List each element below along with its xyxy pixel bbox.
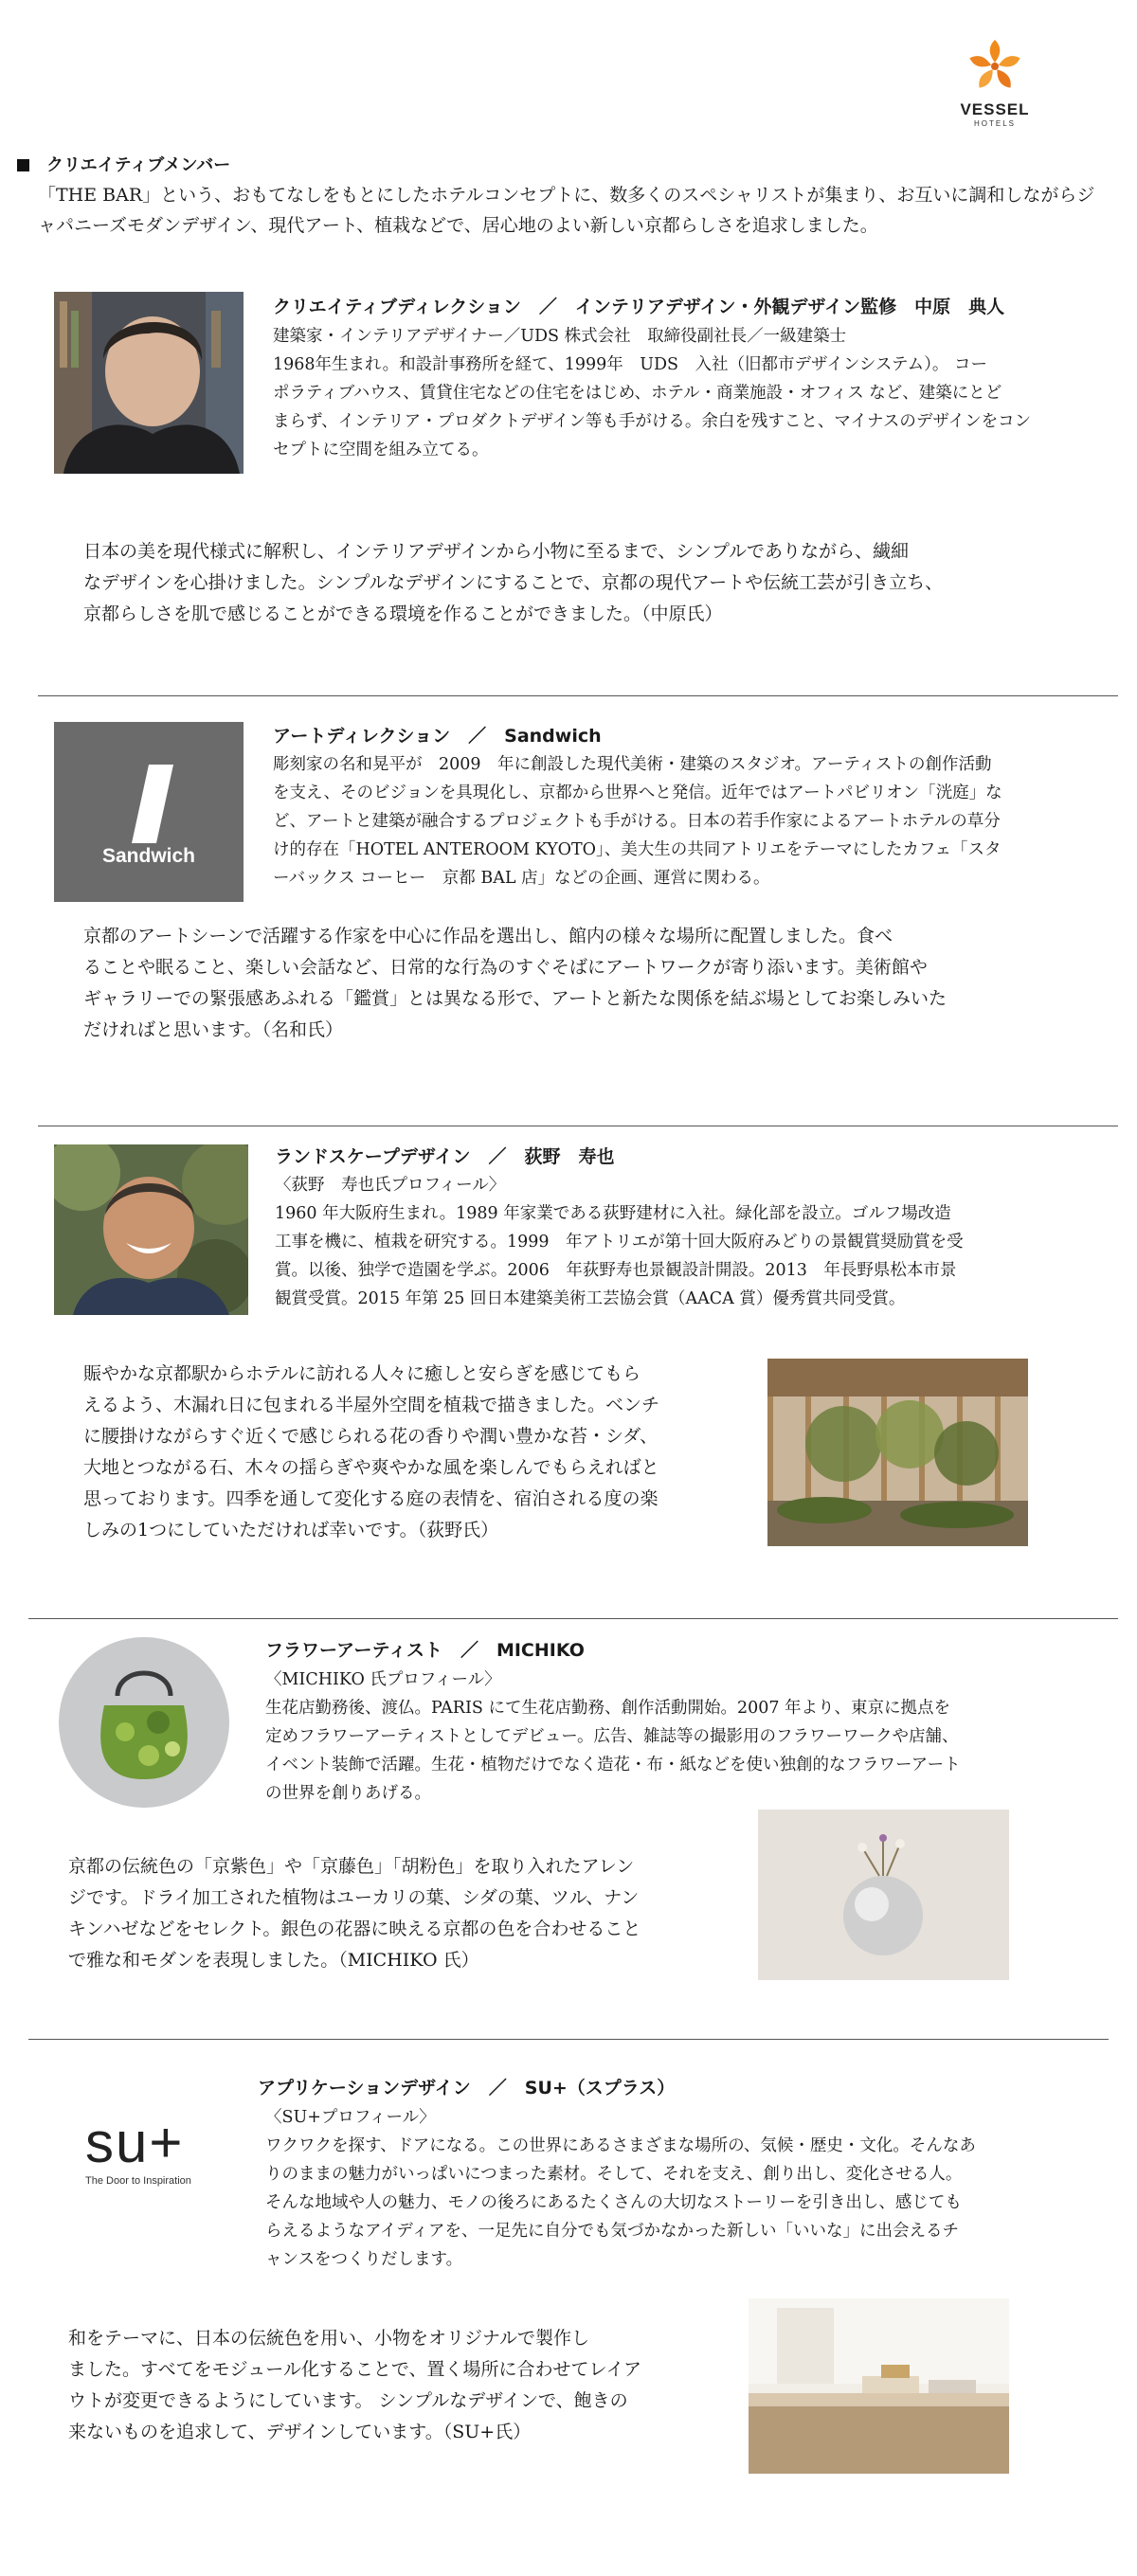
member-heading: アートディレクション ／ Sandwich (273, 726, 602, 747)
member-heading: ランドスケープデザイン ／ 荻野 寿也 (275, 1146, 615, 1167)
member-comment: 賑やかな京都駅からホテルに訪れる人々に癒しと安らぎを感じてもら えるよう、木漏れ日に包まれる半屋外空間を植栽で描きました。ベンチ に腰掛けながらすぐ近くで感じられる花の香りや潤い豊かな苔・シダ、 大地とつながる石、木々の揺らぎや爽やかな風を楽しんでもらえればと 思っております。四季を通して変化する庭の表情を、宿泊される度の楽 しみの1つにしていただければ幸いです。（荻野氏） (83, 1363, 660, 1540)
member-profile: 〈荻野 寿也氏プロフィール〉 1960 年大阪府生まれ。1989 年家業である荻野建材に入社。緑化部を設立。ゴルフ場改造 工事を機に、植栽を研究する。1999 年アトリエが第十回大阪府みどりの景観賞奨励賞を受 賞。以後、独学で造園を学ぶ。2006 年荻野寿也景観設計開設。2013 年長野県松本市景 観賞受賞。2015 年第 25 回日本建築美術工芸協会賞（AACA 賞）優秀賞共同受賞。 (275, 1176, 964, 1308)
member-profile: 彫刻家の名和晃平が 2009 年に創設した現代美術・建築のスタジオ。アーティストの創作活動 を支え、そのビジョンを具現化し、京都から世界へと発信。近年ではアートパビリオン「洸庭」な ど、アートと建築が融合するプロジェクトも手がける。日本の若手作家によるアートホテルの草分 け的存在「HOTEL ANTEROOM KYOTO」、美大生の共同アトリエをテーマにしたカフェ「スタ ーバックス コーヒー 京都 BAL 店」などの企画、運営に関わる。 (273, 755, 1002, 888)
sandwich-logo-text: Sandwich (101, 845, 196, 867)
flower-logo-icon (966, 38, 1023, 95)
divider (28, 1618, 1118, 1619)
garden-photo (767, 1359, 1028, 1546)
sandwich-slash-icon (54, 722, 244, 902)
suplus-logo (85, 2111, 246, 2190)
intro-paragraph: 「THE BAR」という、おもてなしをもとにしたホテルコンセプトに、数多くのスペシャリストが集まり、お互いに調和しながらジャパニーズモダンデザイン、現代アート、植栽などで、居心地のよい新しい京都らしさを追求しました。 (38, 185, 1095, 236)
silver-vase-photo (758, 1810, 1009, 1980)
logo-brand: VESSEL (960, 100, 1030, 118)
nakahara-photo (54, 292, 244, 474)
member-profile: 〈MICHIKO 氏プロフィール〉 生花店勤務後、渡仏。PARIS にて生花店勤務、創作活動開始。2007 年より、東京に拠点を 定めフラワーアーティストとしてデビュー。広告、雑誌等の撮影用のフラワーワークや店舗、 イベント装飾で活躍。生花・植物だけでなく造花・布・紙などを使い独創的なフラワーアート の世界を創りあげる。 (265, 1670, 961, 1803)
divider (38, 695, 1118, 696)
member-comment: 和をテーマに、日本の伝統色を用い、小物をオリジナルで製作し ました。すべてをモジュール化することで、置く場所に合わせてレイア ウトが変更できるようにしています。 シンプルなデザインで、飽きの 来ないものを追求して、デザインしています。（SU+氏） (68, 2328, 641, 2442)
vessel-hotels-logo (948, 38, 1042, 152)
member-profile: 建築家・インテリアデザイナー／UDS 株式会社 取締役副社長／一級建築士 1968年生まれ。和設計事務所を経て、1999年 UDS 入社（旧都市デザインシステム）。 コー ポラティブハウス、賃貸住宅などの住宅をはじめ、ホテル・商業施設・オフィス など、建築にとど まらず、インテリア・プロダクトデザイン等も手がける。余白を残すこと、マイナスのデザインをコン セプトに空間を組み立てる。 (273, 327, 1032, 459)
member-profile: 〈SU+プロフィール〉 ワクワクを探す、ドアになる。この世界にあるさまざまな場所の、気候・歴史・文化。そんなあ りのままの魅力がいっぱいにつまった素材。そして、それを支え、創り出し、変化させる人。 そんな地域や人の魅力、モノの後ろにあるたくさんの大切なストーリーを引き出し、感じても らえるようなアイディアを、一足先に自分でも気づかなかった新しい「いいな」に出会えるチ ャンスをつくりだします。 (265, 2108, 976, 2269)
divider (28, 2039, 1109, 2040)
suplus-tagline: The Door to Inspiration (85, 2175, 191, 2187)
michiko-bag-photo (59, 1637, 229, 1808)
member-comment: 日本の美を現代様式に解釈し、インテリアデザインから小物に至るまで、シンプルでありながら、繊細 なデザインを心掛けました。シンプルなデザインにすることで、京都の現代アートや伝統工芸が引き立ち、 京都らしさを肌で感じることができる環境を作ることができました。（中原氏） (83, 541, 944, 624)
logo-sub: HOTELS (973, 119, 1016, 128)
section-title-text: クリエイティブメンバー (46, 155, 231, 175)
member-comment: 京都のアートシーンで活躍する作家を中心に作品を選出し、館内の様々な場所に配置しました。食べ ることや眠ること、楽しい会話など、日常的な行為のすぐそばにアートワークが寄り添います。美術館や ギャラリーでの緊張感あふれる「鑑賞」とは異なる形で、アートと新たな関係を結ぶ場としてお楽しみいた だければと思います。（名和氏） (83, 926, 948, 1040)
square-bullet-icon (17, 159, 29, 171)
member-heading: アプリケーションデザイン ／ SU+（スプラス） (258, 2078, 676, 2099)
section-title (17, 152, 230, 176)
member-heading: クリエイティブディレクション ／ インテリアデザイン・外観デザイン監修 中原 典人 (273, 297, 1005, 317)
desk-accessories-photo (749, 2298, 1009, 2474)
ogino-photo (54, 1144, 248, 1315)
member-heading: フラワーアーティスト ／ MICHIKO (265, 1640, 585, 1661)
member-comment: 京都の伝統色の「京紫色」や「京藤色」「胡粉色」を取り入れたアレン ジです。ドライ加工された植物はユーカリの葉、シダの葉、ツル、ナン キンハゼなどをセレクト。銀色の花器に映える京都の色を合わせること で雅な和モダンを表現しました。（MICHIKO 氏） (68, 1856, 641, 1971)
suplus-logo-text: su+ (85, 2111, 185, 2174)
sandwich-logo (54, 722, 244, 902)
